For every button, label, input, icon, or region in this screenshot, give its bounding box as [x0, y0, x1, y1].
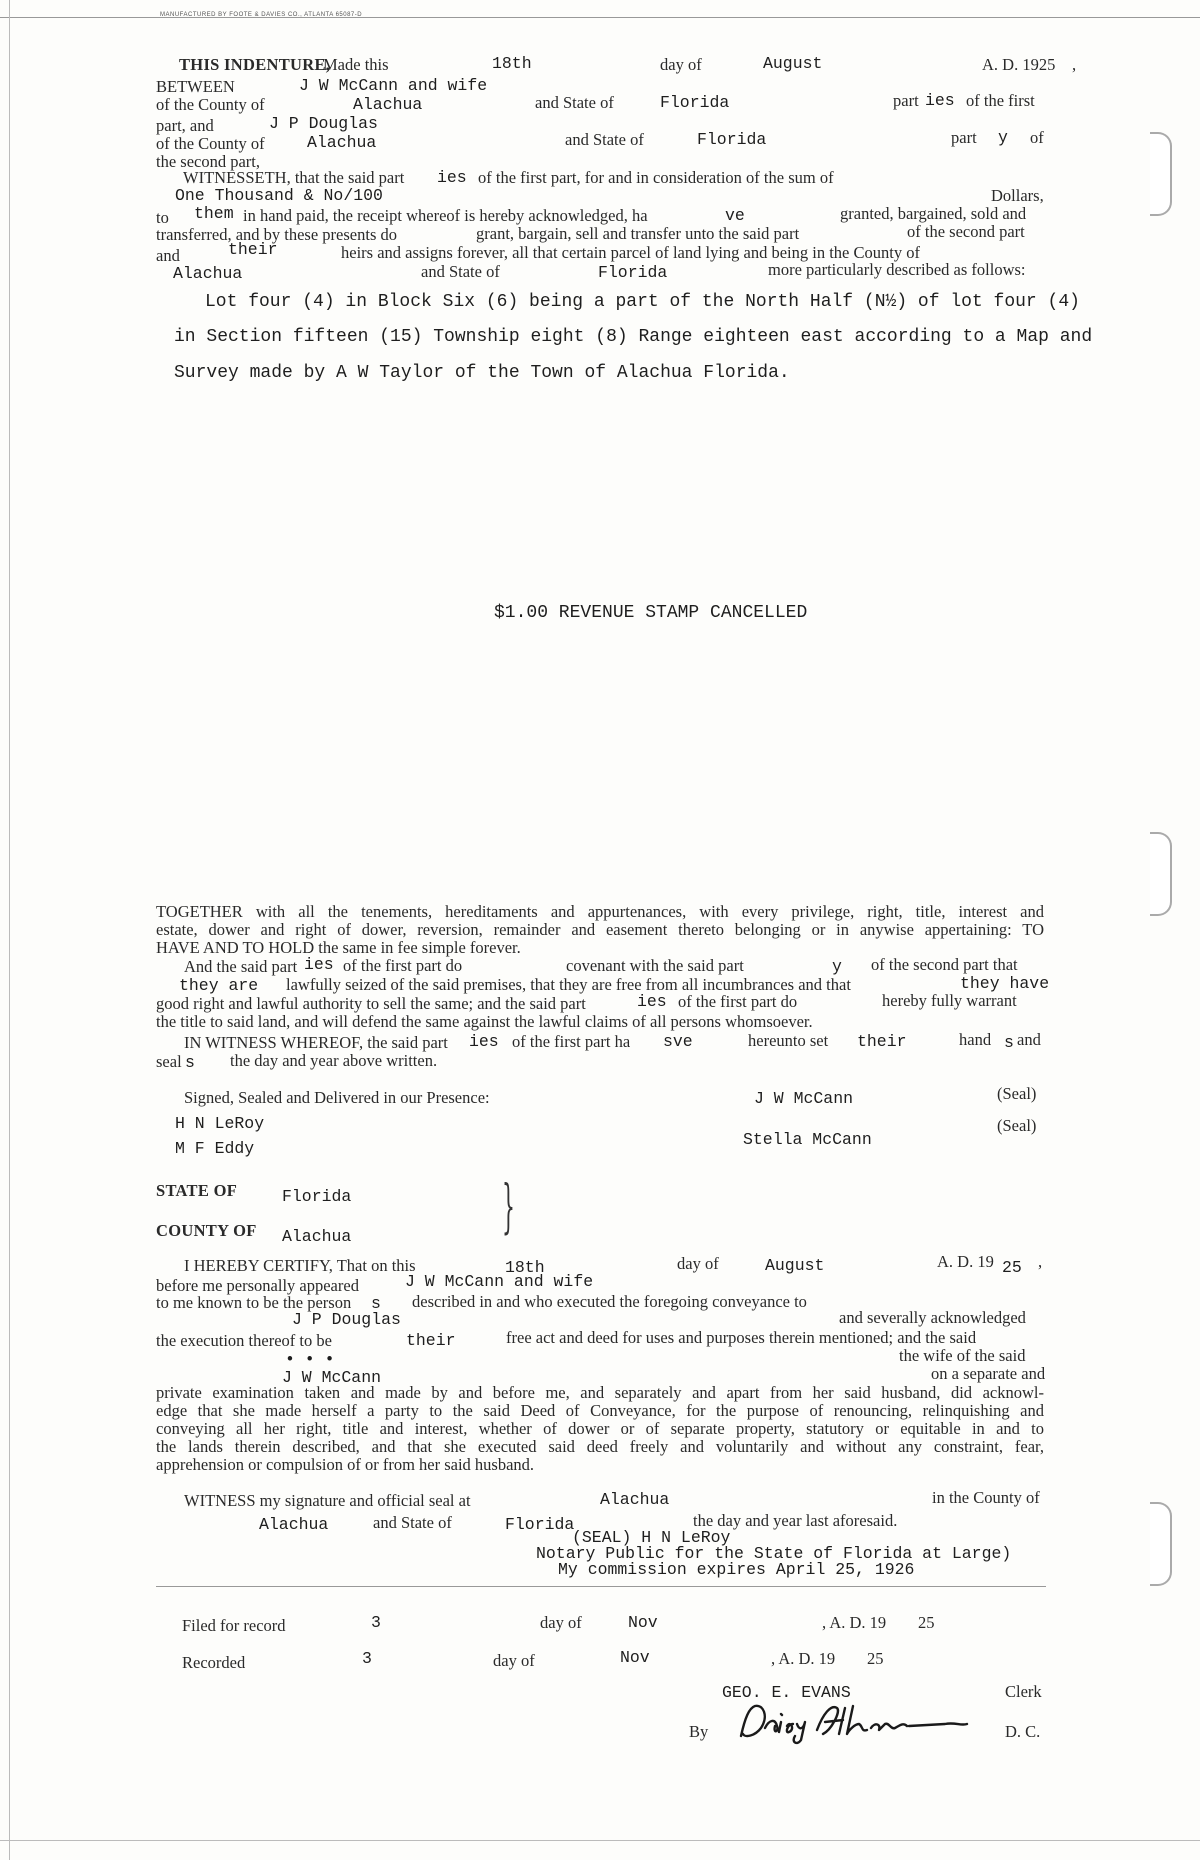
recorded-year: 25: [867, 1649, 884, 1668]
defend-line: the title to said land, and will defend the same against the lawful claims of all persons whomsoever.: [156, 1012, 813, 1031]
part-and-label: part, and: [156, 116, 214, 135]
signed-sealed-delivered: Signed, Sealed and Delivered in our Presence:: [184, 1088, 490, 1107]
ack-day-of: day of: [677, 1254, 719, 1273]
witness-whereof-b: of the first part ha: [512, 1032, 631, 1051]
witness-2-name: M F Eddy: [175, 1139, 255, 1158]
seals-s: s: [185, 1053, 195, 1072]
private-exam-1: private examination taken and made by and before me, and separately and apart from her said husband, did acknowl-: [156, 1383, 1044, 1402]
ack-county-2: Alachua: [259, 1515, 329, 1534]
witness-whereof-a: IN WITNESS WHEREOF, the said part: [184, 1033, 448, 1052]
ack-state-label: and State of: [373, 1513, 452, 1532]
witnesseth-line3-end: granted, bargained, sold and: [840, 204, 1027, 223]
indenture-month: August: [763, 54, 823, 73]
ack-state: Florida: [282, 1187, 352, 1206]
witness-sig-label: WITNESS my signature and official seal at: [184, 1491, 471, 1510]
seized-line: lawfully seized of the said premises, that they are free from all incumbrances and that: [286, 975, 851, 994]
execution-label: the execution thereof to be: [156, 1331, 332, 1350]
known-b: described in and who executed the foregoing conveyance to: [412, 1292, 807, 1311]
parties-first-ies: ies: [925, 91, 955, 110]
witnesseth-line6-end: more particularly described as follows:: [768, 260, 1026, 279]
deputy-clerk-label: D. C.: [1005, 1722, 1041, 1741]
they-are-fill: they are: [179, 976, 259, 995]
left-edge-rule: [9, 0, 10, 1860]
ack-appeared: J W McCann and wife: [405, 1272, 594, 1291]
private-exam-2: edge that she made herself a party to the said Deed of Conveyance, for the purpose of renouncing, relinquishing and: [156, 1401, 1044, 1420]
execution-their: their: [406, 1331, 456, 1350]
witnesseth-ies: ies: [437, 168, 467, 187]
indenture-comma: ,: [1072, 55, 1077, 74]
witnesseth-a: WITNESSETH, that the said part: [183, 168, 405, 187]
covenant-a: And the said part: [184, 957, 298, 976]
recorded-label: Recorded: [182, 1653, 246, 1672]
second-party-county: Alachua: [307, 133, 377, 152]
witness-whereof-ies: ies: [469, 1032, 499, 1051]
witness-whereof-sve: sve: [663, 1032, 693, 1051]
certify-label: I HEREBY CERTIFY, That on this: [184, 1256, 416, 1275]
ack-month: August: [765, 1256, 825, 1275]
witnesseth-line4-c: of the second part: [907, 222, 1025, 241]
county-label-1: of the County of: [156, 95, 265, 114]
together-line-2: estate, dower and right of dower, reversion, remainder and easement thereto belonging or in anywise appertaining: TO: [156, 920, 1044, 939]
indenture-heading: THIS INDENTURE,: [179, 55, 331, 74]
ack-year: 25: [1002, 1258, 1022, 1277]
parties-first-c: of the first: [966, 91, 1035, 110]
grantor-2-signature: Stella McCann: [743, 1130, 872, 1149]
grantor-1-signature: J W McCann: [754, 1089, 854, 1108]
covenant-d: of the second part that: [871, 955, 1018, 974]
private-exam-4: the lands therein described, and that she executed said deed freely and voluntarily and without any constraint, fear,: [156, 1437, 1044, 1456]
seal-label-1: (Seal): [997, 1084, 1037, 1103]
severally-label: and severally acknowledged: [839, 1308, 1026, 1327]
second-party-name: J P Douglas: [269, 114, 378, 133]
witnesseth-c: of the first part, for and in consideration of the sum of: [478, 168, 834, 187]
wife-of-label: the wife of the said: [899, 1346, 1026, 1365]
their-fill: their: [228, 240, 278, 259]
bottom-rule: [0, 1840, 1200, 1841]
witnesseth-line3: in hand paid, the receipt whereof is hereby acknowledged, ha: [243, 206, 648, 225]
ack-county: Alachua: [282, 1227, 352, 1246]
ack-comma: ,: [1038, 1252, 1043, 1271]
parcel-state: Florida: [598, 263, 668, 282]
by-label: By: [689, 1722, 709, 1741]
witness-whereof-s: s: [1004, 1033, 1014, 1052]
filed-ad: , A. D. 19: [822, 1613, 887, 1632]
binding-hole-3: [1150, 1502, 1172, 1586]
witness-1-name: H N LeRoy: [175, 1114, 265, 1133]
clerk-label: Clerk: [1005, 1682, 1042, 1701]
recorded-month: Nov: [620, 1648, 650, 1667]
ack-husband: J W McCann: [282, 1368, 382, 1387]
county-label-2: of the County of: [156, 134, 265, 153]
authority-c: hereby fully warrant: [882, 991, 1017, 1010]
recorded-day-of: day of: [493, 1651, 535, 1670]
witness-whereof-hand: hand: [959, 1030, 992, 1049]
indenture-day: 18th: [492, 54, 532, 73]
first-party-state: Florida: [660, 93, 730, 112]
witness-whereof-c: hereunto set: [748, 1031, 829, 1050]
made-this-label: Made this: [323, 55, 389, 74]
private-exam-5: apprehension or compulsion of or from her said husband.: [156, 1455, 535, 1474]
binding-hole-1: [1150, 132, 1172, 216]
filed-year: 25: [918, 1613, 935, 1632]
notary-commission: My commission expires April 25, 1926: [558, 1560, 915, 1579]
seal-label-2: (Seal): [997, 1116, 1037, 1135]
indenture-year: A. D. 1925: [982, 55, 1056, 74]
and-label: and: [156, 246, 180, 265]
second-part-label: the second part,: [156, 152, 261, 171]
known-s: s: [371, 1294, 381, 1313]
part-y-a: part: [951, 128, 977, 147]
day-year-last: the day and year last aforesaid.: [693, 1511, 898, 1530]
witnesseth-line4-b: grant, bargain, sell and transfer unto the said part: [476, 224, 800, 243]
ve-fill: ve: [725, 206, 745, 225]
state-label-1: and State of: [535, 93, 614, 112]
covenant-ies: ies: [304, 955, 334, 974]
separate-label: on a separate and: [931, 1364, 1046, 1383]
recorded-day: 3: [362, 1649, 372, 1668]
seals-label: seal: [156, 1052, 182, 1071]
binding-hole-2: [1150, 832, 1172, 916]
they-have-fill: they have: [960, 974, 1050, 993]
ack-ad: A. D. 19: [937, 1252, 994, 1271]
clerk-name: GEO. E. EVANS: [722, 1683, 851, 1702]
day-of-label: day of: [660, 55, 702, 74]
state-county-brace: }: [502, 1172, 515, 1240]
recording-divider: [156, 1586, 1046, 1587]
covenant-c: covenant with the said part: [566, 956, 744, 975]
ack-dots: • • •: [285, 1350, 335, 1369]
free-act-label: free act and deed for uses and purposes therein mentioned; and the said: [506, 1328, 977, 1347]
in-county-of-label: in the County of: [932, 1488, 1040, 1507]
filed-day-of: day of: [540, 1613, 582, 1632]
day-year-written: the day and year above written.: [230, 1051, 438, 1070]
together-line-1: TOGETHER with all the tenements, hereditaments and appurtenances, with every privilege, right, title, interest and: [156, 902, 1044, 921]
ack-grantee: J P Douglas: [292, 1310, 401, 1329]
parties-first-a: part: [893, 91, 919, 110]
state-label-2: and State of: [565, 130, 644, 149]
description-line-2: in Section fifteen (15) Township eight (8) Range eighteen east according to a Map and: [174, 327, 1093, 347]
private-exam-3: conveying all her right, title and interest, whether of dower or of separate property, statutory or equitable in and to: [156, 1419, 1044, 1438]
to-label: to: [156, 208, 169, 227]
filed-day: 3: [371, 1613, 381, 1632]
filed-label: Filed for record: [182, 1616, 286, 1635]
first-party-county: Alachua: [353, 95, 423, 114]
revenue-stamp-note: $1.00 REVENUE STAMP CANCELLED: [494, 603, 808, 623]
dollars-label: Dollars,: [991, 186, 1044, 205]
witnesseth-line4-a: transferred, and by these presents do: [156, 225, 397, 244]
ack-place: Alachua: [600, 1490, 670, 1509]
description-line-1: Lot four (4) in Block Six (6) being a part of the North Half (N½) of lot four (4): [205, 292, 1080, 312]
witnesseth-line5: heirs and assigns forever, all that certain parcel of land lying and being in the County of: [341, 243, 920, 262]
covenant-b: of the first part do: [343, 956, 463, 975]
before-me-label: before me personally appeared: [156, 1276, 359, 1295]
covenant-y: y: [832, 957, 842, 976]
ack-state-2: Florida: [505, 1515, 575, 1534]
authority-ies: ies: [637, 992, 667, 1011]
notary-name: (SEAL) H N LeRoy: [572, 1528, 731, 1547]
recorded-ad: , A. D. 19: [771, 1649, 836, 1668]
known-a: to me known to be the person: [156, 1293, 352, 1312]
state-of-label: STATE OF: [156, 1181, 238, 1200]
them-fill: them: [194, 204, 234, 223]
consideration-sum: One Thousand & No/100: [175, 186, 383, 205]
description-line-3: Survey made by A W Taylor of the Town of Alachua Florida.: [174, 363, 790, 383]
first-party-name: J W McCann and wife: [299, 76, 488, 95]
manufacturer-imprint: MANUFACTURED BY FOOTE & DAVIES CO., ATLANTA 65087-D: [160, 12, 363, 18]
deputy-clerk-signature: [735, 1700, 975, 1746]
parcel-county: Alachua: [173, 264, 243, 283]
part-y-b: y: [998, 128, 1008, 147]
authority-line: good right and lawful authority to sell the same; and the said part: [156, 994, 586, 1013]
parcel-state-label: and State of: [421, 262, 500, 281]
county-of-label: COUNTY OF: [156, 1221, 257, 1240]
together-line-3: HAVE AND TO HOLD the same in fee simple forever.: [156, 938, 521, 957]
witness-whereof-their: their: [857, 1032, 907, 1051]
authority-b: of the first part do: [678, 992, 798, 1011]
between-label: BETWEEN: [156, 77, 235, 96]
ack-day: 18th: [505, 1258, 545, 1277]
filed-month: Nov: [628, 1613, 658, 1632]
witness-whereof-and: and: [1017, 1030, 1041, 1049]
second-party-state: Florida: [697, 130, 767, 149]
notary-title: Notary Public for the State of Florida at Large): [536, 1544, 1012, 1563]
part-y-c: of: [1030, 128, 1044, 147]
